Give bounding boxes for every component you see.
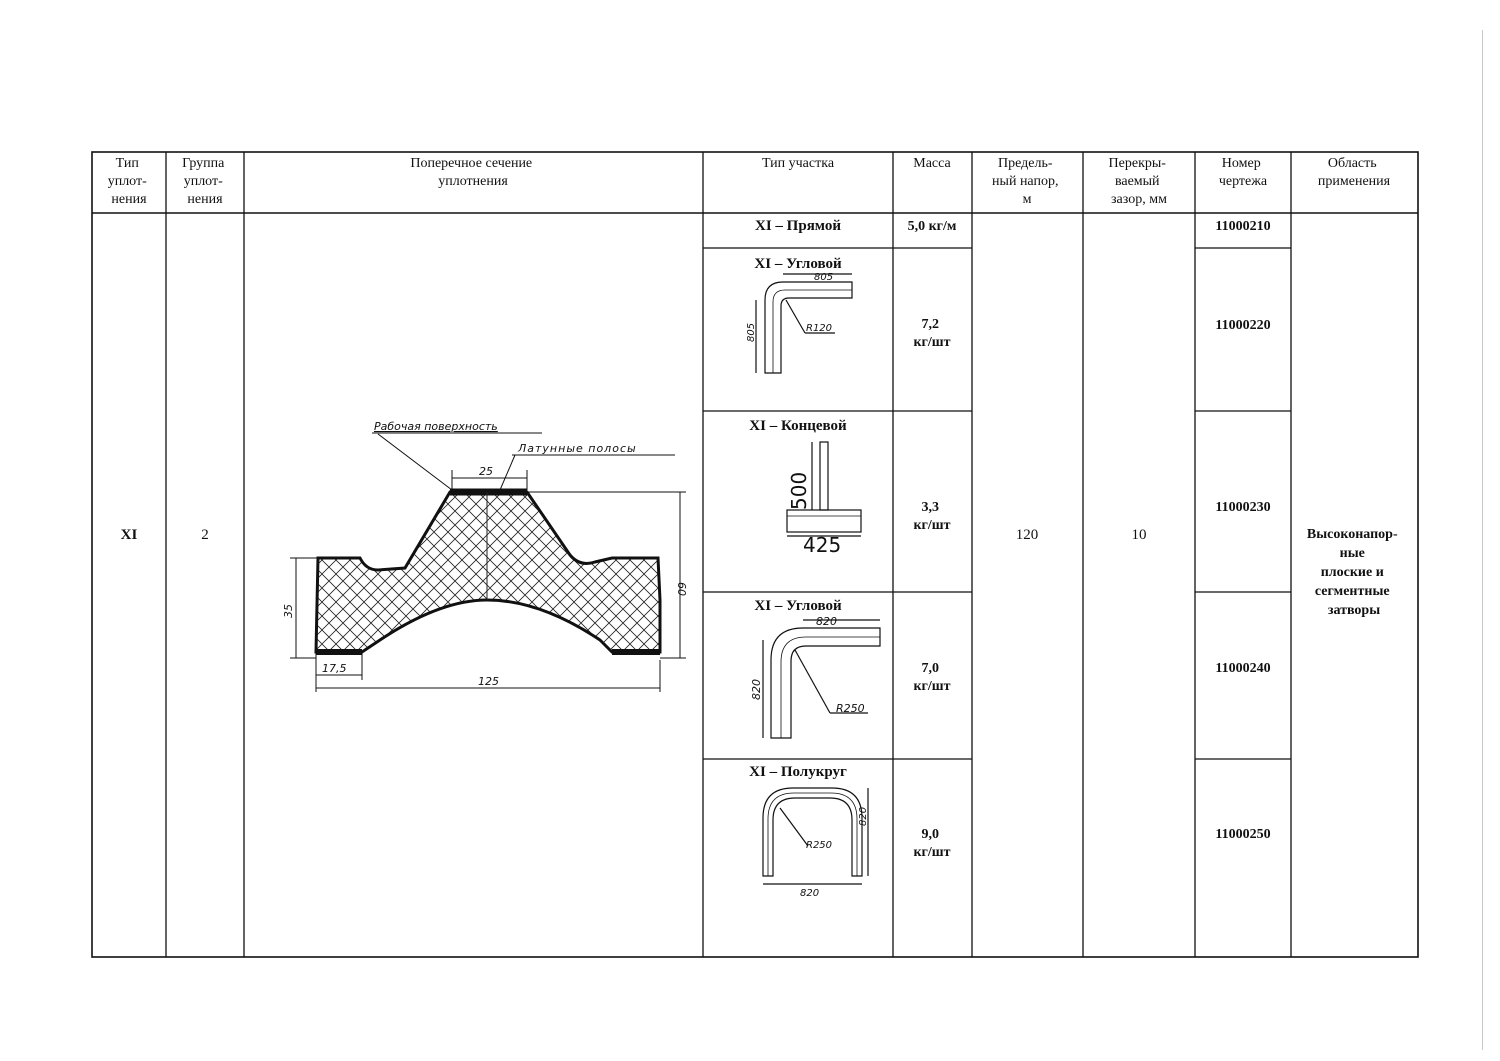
dim-r120: R120	[806, 323, 833, 334]
dim-side-height: 35	[282, 604, 295, 618]
seal-cross-section-drawing	[282, 420, 688, 692]
drawing-semicircle	[763, 788, 868, 884]
cell-max-head: 120	[1015, 527, 1039, 543]
header-seal-type: Тип уплот- нения	[107, 156, 147, 207]
dim-425: 425	[803, 533, 842, 557]
section-name: XI – Угловой	[754, 598, 842, 614]
dim-820-side: 820	[858, 806, 869, 826]
header-max-head: Предель- ный напор, м	[992, 156, 1059, 207]
header-section-type: Тип участка	[761, 156, 835, 171]
header-application: Область применения	[1317, 156, 1391, 189]
dim-foot-width: 17,5	[322, 662, 347, 675]
section-drawing-no: 11000210	[1215, 219, 1271, 234]
header-cross-section: Поперечное сечение уплотнения	[410, 156, 533, 189]
section-name: XI – Угловой	[754, 256, 842, 272]
leader-line	[378, 434, 452, 490]
cell-seal-group: 2	[201, 527, 209, 543]
section-mass: 3,3 кг/шт	[913, 500, 951, 533]
dim-820-side: 820	[750, 679, 763, 700]
dim-top-width: 25	[479, 465, 493, 478]
dim-total-width: 125	[478, 675, 499, 688]
section-mass: 9,0 кг/шт	[913, 827, 951, 860]
header-mass: Масса	[913, 156, 951, 171]
drawing-corner-805	[756, 274, 852, 373]
header-gap: Перекры- ваемый зазор, мм	[1108, 156, 1167, 207]
dim-820-top: 820	[816, 615, 837, 628]
seal-profile	[316, 492, 660, 652]
table-header	[108, 156, 1391, 207]
header-drawing-no: Номер чертежа	[1218, 156, 1268, 189]
section-drawing-no: 11000230	[1215, 500, 1271, 515]
dim-805-top: 805	[814, 272, 834, 283]
section-name: XI – Полукруг	[749, 764, 847, 780]
section-mass: 7,0 кг/шт	[913, 661, 951, 694]
section-drawing-no: 11000220	[1215, 318, 1271, 333]
section-mass: 5,0 кг/м	[907, 219, 957, 234]
cell-gap: 10	[1131, 527, 1147, 543]
dim-805-side: 805	[746, 322, 757, 342]
label-brass-strips: Латунные полосы	[518, 442, 637, 455]
section-mass: 7,2 кг/шт	[913, 317, 951, 350]
dim-500: 500	[787, 471, 811, 510]
section-drawing-no: 11000240	[1215, 661, 1271, 676]
cell-seal-type: XI	[120, 527, 138, 543]
leader-line	[500, 455, 515, 490]
dim-820-bottom: 820	[800, 888, 820, 899]
dim-r250: R250	[806, 840, 833, 851]
drawing-corner-820	[763, 620, 880, 738]
cell-application: Высоконапор- ные плоские и сегментные затворы	[1306, 527, 1398, 618]
section-name: XI – Концевой	[749, 418, 847, 434]
section-name: XI – Прямой	[755, 218, 841, 234]
header-seal-group: Группа уплот- нения	[182, 156, 225, 207]
dim-r250: R250	[836, 702, 865, 715]
section-drawing-no: 11000250	[1215, 827, 1271, 842]
dim-total-height: 60	[675, 582, 688, 596]
label-working-surface: Рабочая поверхность	[374, 420, 498, 433]
